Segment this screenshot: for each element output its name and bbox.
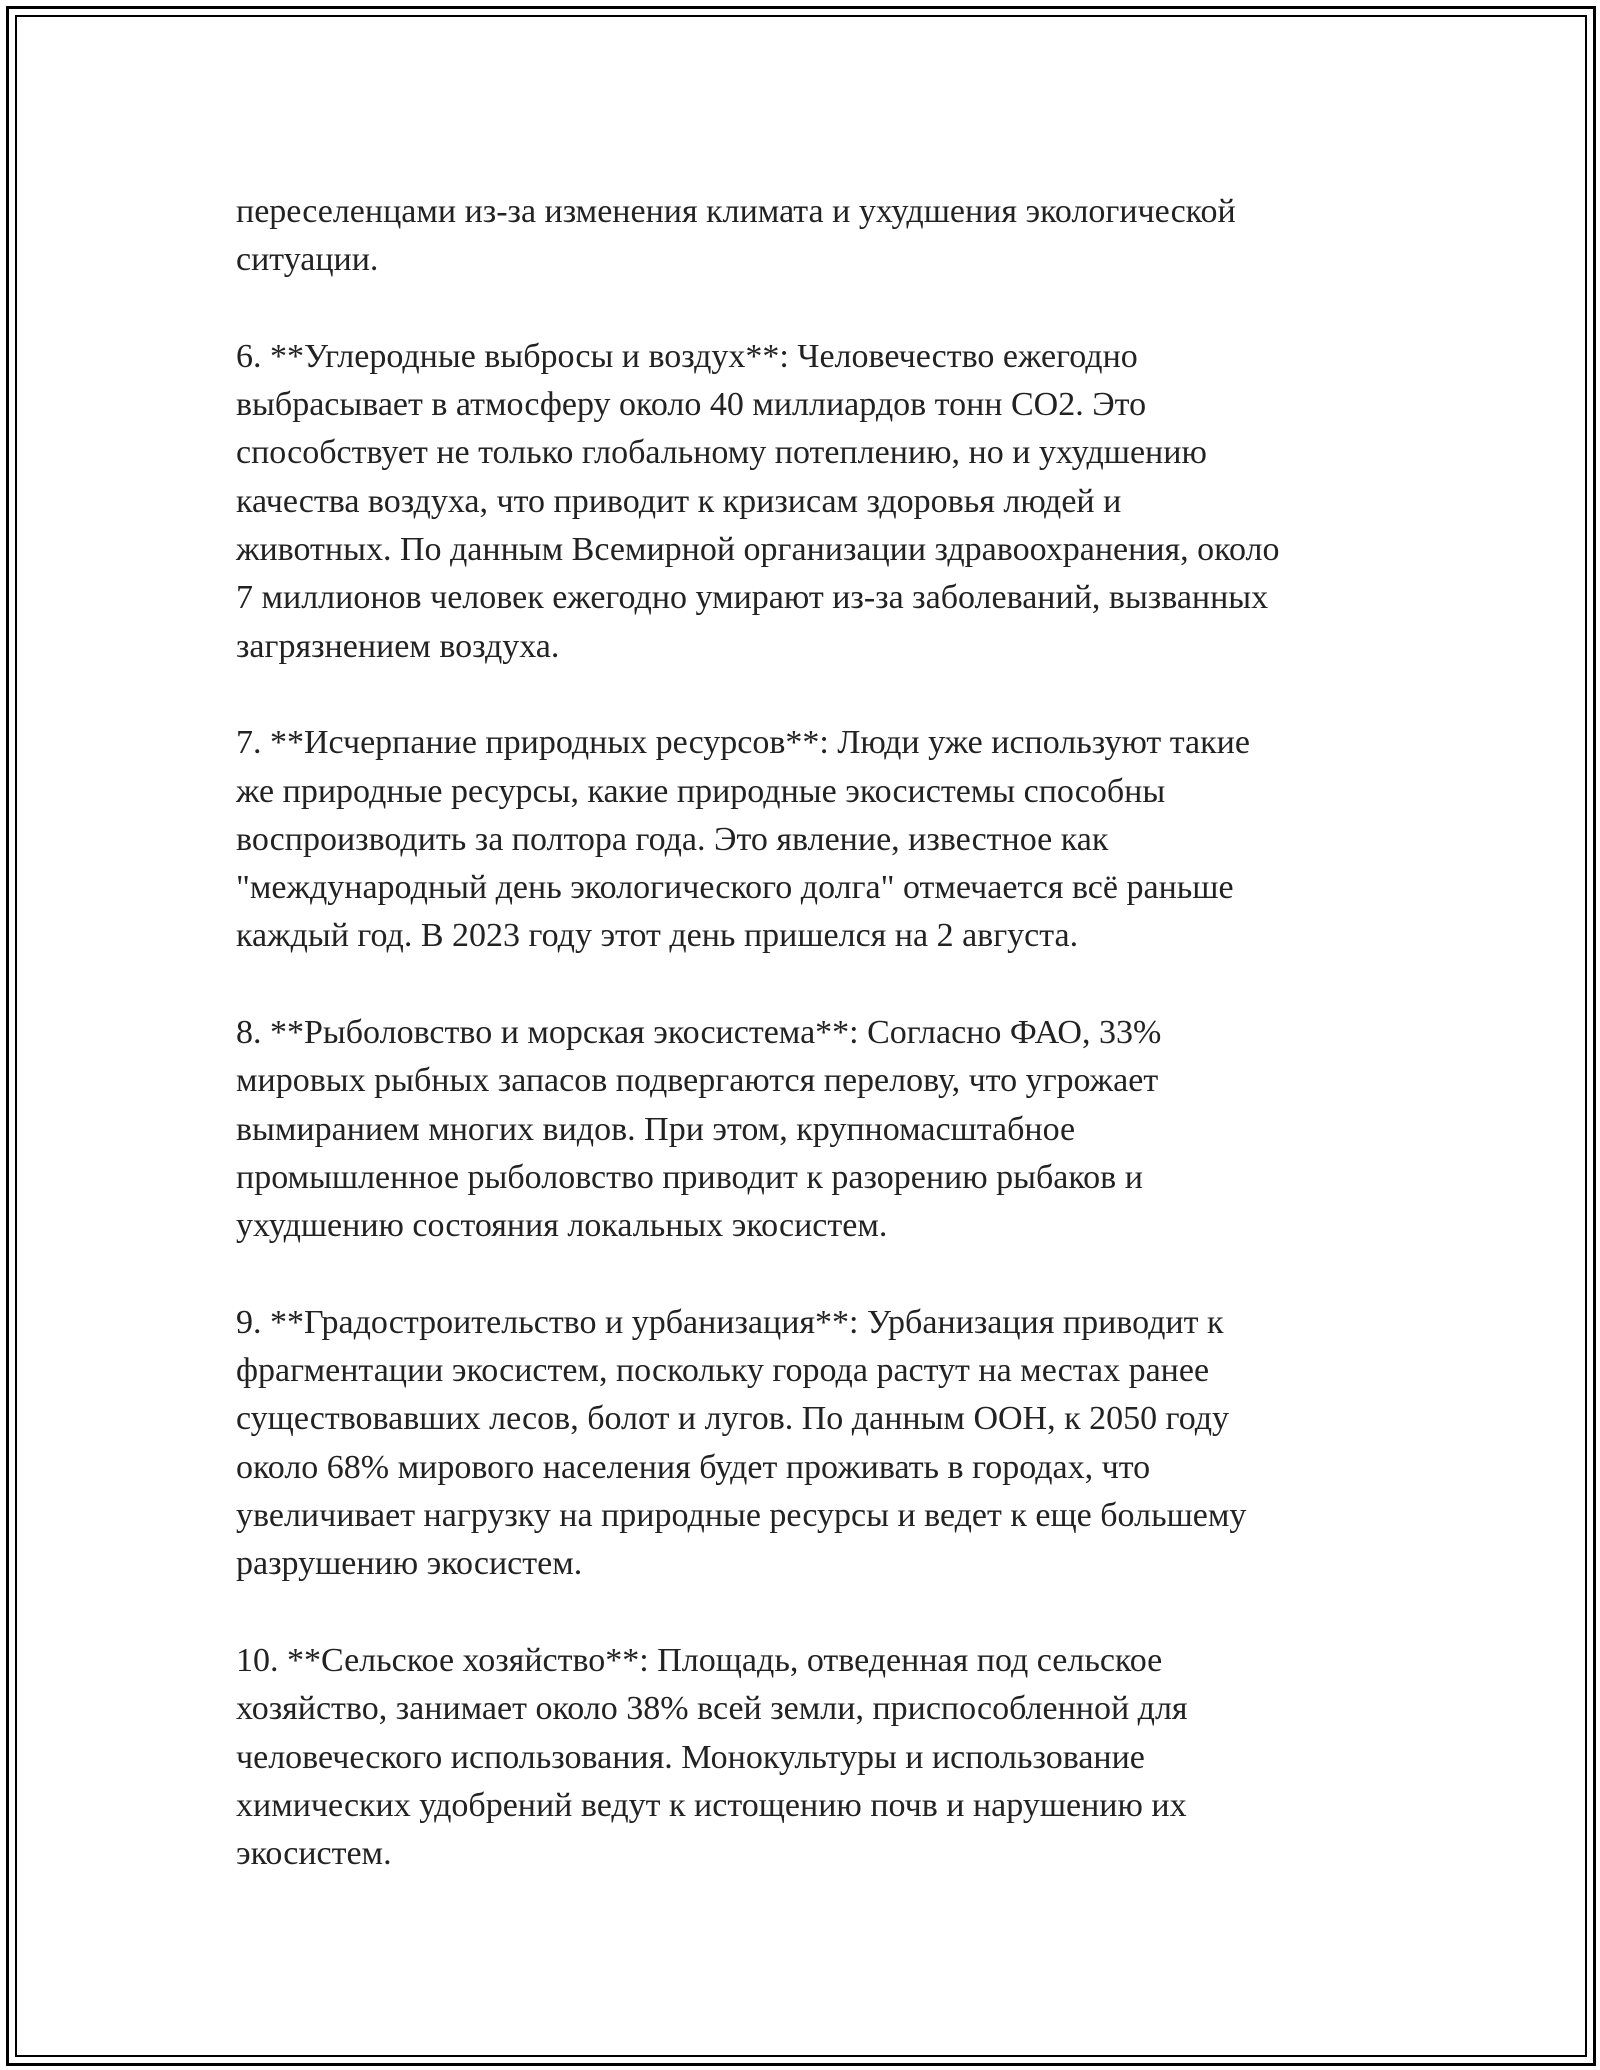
- paragraph-item-8: [236, 1009, 1406, 1250]
- text-line: экосистем.: [236, 1835, 392, 1873]
- text-line: вымиранием многих видов. При этом, крупномасштабное: [236, 1110, 1076, 1148]
- text-line: качества воздуха, что приводит к кризисам здоровья людей и: [236, 482, 1122, 520]
- text-line: 7. **Исчерпание природных ресурсов**: Люди уже используют такие: [236, 724, 1250, 762]
- paragraph-item-9: [236, 1299, 1406, 1589]
- text-line: каждый год. В 2023 году этот день пришелся на 2 августа.: [236, 917, 1079, 955]
- text-line: ситуации.: [236, 241, 379, 279]
- text-line: человеческого использования. Монокультуры и использование: [236, 1738, 1145, 1776]
- text-line: фрагментации экосистем, поскольку города растут на местах ранее: [236, 1352, 1210, 1390]
- text-line: воспроизводить за полтора года. Это явление, известное как: [236, 820, 1109, 858]
- text-line: выбрасывает в атмосферу около 40 миллиардов тонн CO2. Это: [236, 386, 1147, 424]
- text-line: 10. **Сельское хозяйство**: Площадь, отведенная под сельское: [236, 1641, 1163, 1679]
- document-body: [236, 188, 1406, 1927]
- paragraph-item-7: [236, 719, 1406, 960]
- text-line: же природные ресурсы, какие природные экосистемы способны: [236, 772, 1166, 810]
- text-line: ухудшению состояния локальных экосистем.: [236, 1207, 888, 1245]
- paragraph-item-10: [236, 1637, 1406, 1878]
- text-line: животных. По данным Всемирной организации здравоохранения, около: [236, 531, 1280, 569]
- text-line: около 68% мирового населения будет проживать в городах, что: [236, 1448, 1151, 1486]
- text-line: способствует не только глобальному потеплению, но и ухудшению: [236, 434, 1207, 472]
- text-line: 6. **Углеродные выбросы и воздух**: Человечество ежегодно: [236, 337, 1138, 375]
- text-line: существовавших лесов, болот и лугов. По данным ООН, к 2050 году: [236, 1400, 1230, 1438]
- text-line: промышленное рыболовство приводит к разорению рыбаков и: [236, 1158, 1143, 1196]
- text-line: 8. **Рыболовство и морская экосистема**: Согласно ФАО, 33%: [236, 1014, 1162, 1052]
- text-line: "международный день экологического долга" отмечается всё раньше: [236, 869, 1234, 907]
- text-line: хозяйство, занимает около 38% всей земли, приспособленной для: [236, 1690, 1188, 1728]
- text-line: 7 миллионов человек ежегодно умирают из-за заболеваний, вызванных: [236, 579, 1269, 617]
- paragraph-item-6: [236, 333, 1406, 671]
- text-line: переселенцами из-за изменения климата и ухудшения экологической: [236, 193, 1236, 230]
- text-line: увеличивает нагрузку на природные ресурсы и ведет к еще большему: [236, 1497, 1247, 1535]
- paragraph-continuation: [236, 188, 1406, 285]
- text-line: загрязнением воздуха.: [236, 627, 560, 665]
- text-line: химических удобрений ведут к истощению почв и нарушению их: [236, 1786, 1187, 1824]
- text-line: мировых рыбных запасов подвергаются перелову, что угрожает: [236, 1062, 1159, 1100]
- text-line: 9. **Градостроительство и урбанизация**: Урбанизация приводит к: [236, 1303, 1224, 1341]
- text-line: разрушению экосистем.: [236, 1545, 583, 1583]
